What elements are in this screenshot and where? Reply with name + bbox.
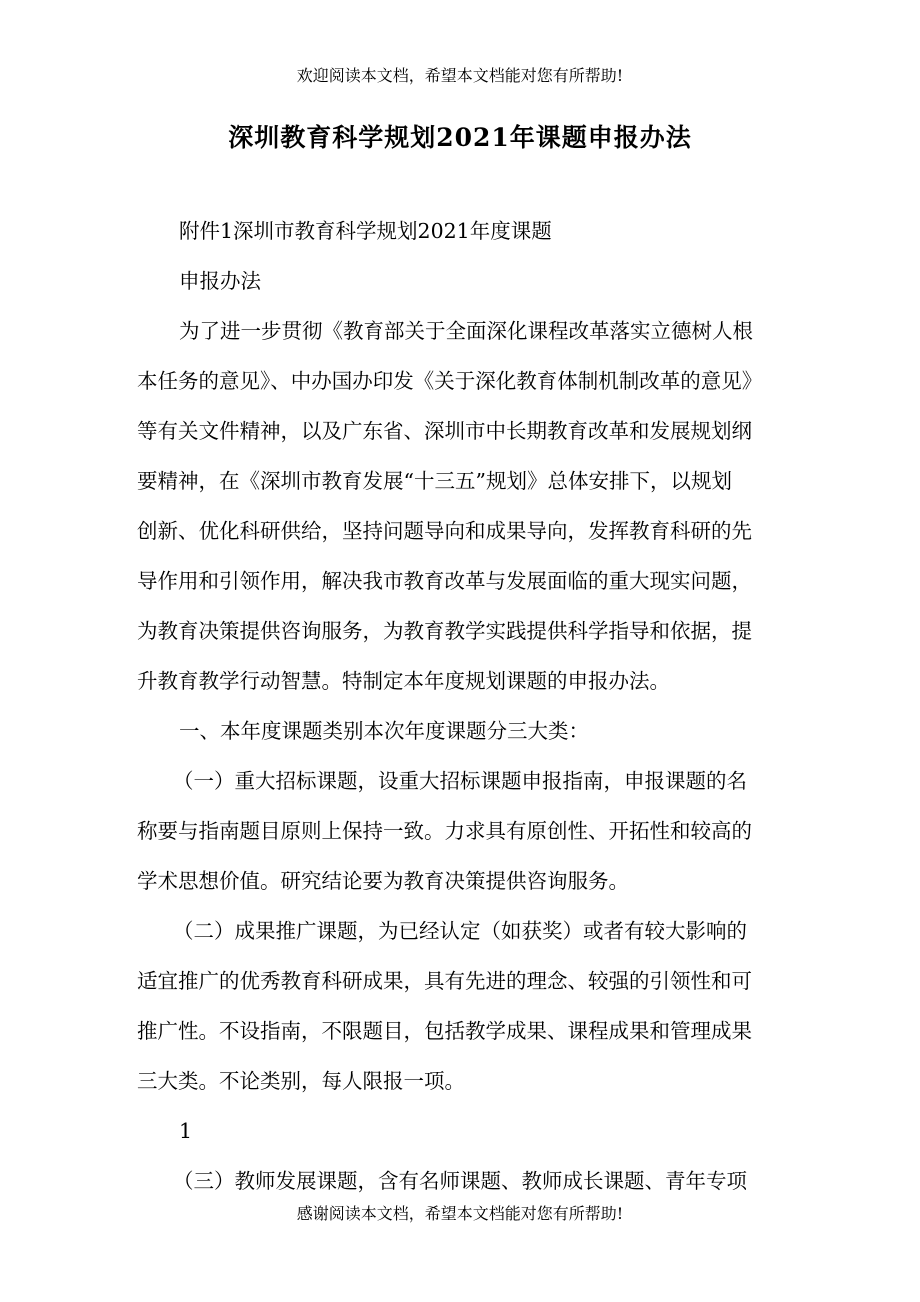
page-number: 1 (179, 1119, 193, 1143)
category-1-line-2: 称要与指南题目原则上保持一致。力求具有原创性、开拓性和较高的 (137, 819, 752, 843)
category-1-line-3: 学术思想价值。研究结论要为教育决策提供咨询服务。 (137, 869, 629, 893)
category-2-line-3: 推广性。不设指南，不限题目，包括教学成果、课程成果和管理成果 (137, 1019, 752, 1043)
intro-line-8: 升教育教学行动智慧。特制定本年度规划课题的申报办法。 (137, 669, 670, 693)
category-2-line-1: （二）成果推广课题，为已经认定（如获奖）或者有较大影响的 (173, 919, 747, 943)
section-1-heading: 一、本年度课题类别本次年度课题分三大类： (179, 719, 589, 743)
document-title: 深圳教育科学规划2021年课题申报办法 (228, 123, 692, 152)
intro-line-7: 为教育决策提供咨询服务，为教育教学实践提供科学指导和依据，提 (137, 619, 752, 643)
intro-line-6: 导作用和引领作用，解决我市教育改革与发展面临的重大现实问题， (137, 569, 752, 593)
attachment-line-1: 附件1深圳市教育科学规划2021年度课题 (179, 219, 552, 243)
intro-line-5: 创新、优化科研供给，坚持问题导向和成果导向，发挥教育科研的先 (137, 519, 752, 543)
intro-line-3: 等有关文件精神，以及广东省、深圳市中长期教育改革和发展规划纲 (137, 419, 752, 443)
page-header (0, 66, 920, 86)
header-text: 欢迎阅读本文档，希望本文档能对您有所帮助! (296, 66, 624, 85)
category-3-line-1: （三）教师发展课题，含有名师课题、教师成长课题、青年专项 (173, 1169, 747, 1193)
page-footer (0, 1204, 920, 1224)
attachment-line-2: 申报办法 (179, 269, 261, 293)
category-1-line-1: （一）重大招标课题，设重大招标课题申报指南，申报课题的名 (173, 769, 747, 793)
intro-line-2: 本任务的意见》、中办国办印发《关于深化教育体制机制改革的意见》 (137, 369, 763, 393)
intro-line-1: 为了进一步贯彻《教育部关于全面深化课程改革落实立德树人根 (179, 319, 753, 343)
intro-line-4: 要精神，在《深圳市教育发展“十三五”规划》总体安排下，以规划 (137, 469, 732, 493)
category-2-line-2: 适宜推广的优秀教育科研成果，具有先进的理念、较强的引领性和可 (137, 969, 752, 993)
footer-text: 感谢阅读本文档，希望本文档能对您有所帮助! (296, 1204, 624, 1223)
category-2-line-4: 三大类。不论类别，每人限报一项。 (137, 1069, 465, 1093)
